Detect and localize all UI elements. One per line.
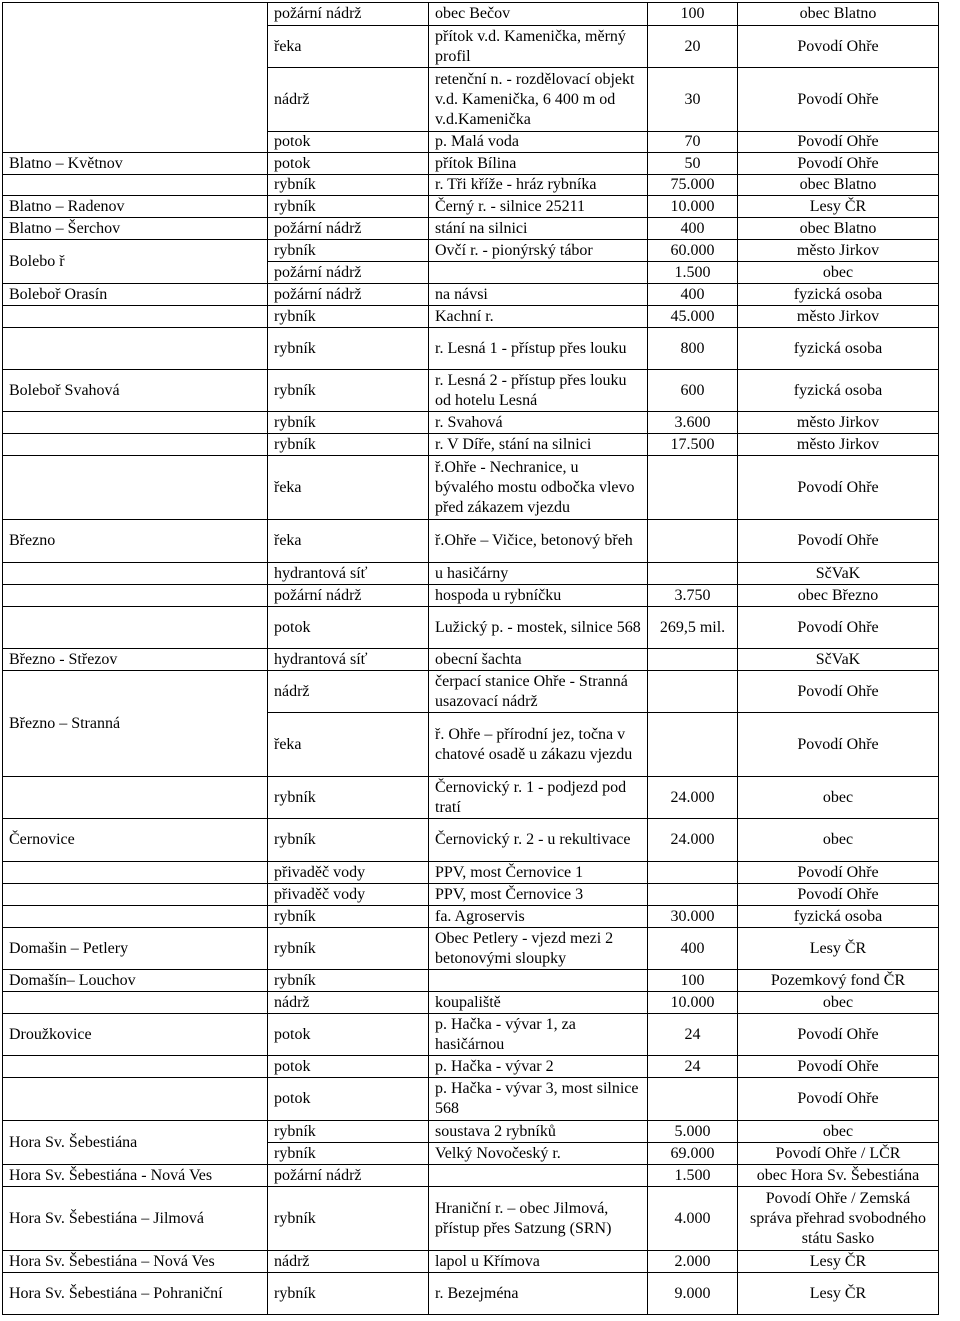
owner-cell: Povodí Ohře xyxy=(738,862,939,884)
type-cell: hydrantová síť xyxy=(268,649,429,671)
place-cell xyxy=(3,1078,268,1121)
water-sources-table xyxy=(2,2,939,1315)
type-cell: rybník xyxy=(268,434,429,456)
table-row xyxy=(3,3,939,26)
volume-cell: 45.000 xyxy=(648,306,738,328)
table-row xyxy=(3,884,939,906)
type-cell: nádrž xyxy=(268,671,429,713)
volume-cell xyxy=(648,884,738,906)
location-cell: r. Lesná 2 - přístup přes louku od hotelu Lesná xyxy=(429,370,648,412)
owner-cell: Povodí Ohře xyxy=(738,884,939,906)
table-row xyxy=(3,1014,939,1056)
type-cell: rybník xyxy=(268,1187,429,1251)
place-cell xyxy=(3,884,268,906)
table-row xyxy=(3,1056,939,1078)
type-cell: požární nádrž xyxy=(268,3,429,26)
volume-cell: 1.500 xyxy=(648,262,738,284)
volume-cell: 269,5 mil. xyxy=(648,607,738,649)
place-cell xyxy=(3,456,268,520)
location-cell: retenční n. - rozdělovací objekt v.d. Kamenička, 6 400 m od v.d.Kamenička xyxy=(429,68,648,132)
volume-cell: 60.000 xyxy=(648,240,738,262)
volume-cell: 24.000 xyxy=(648,777,738,819)
location-cell xyxy=(429,262,648,284)
owner-cell: Lesy ČR xyxy=(738,196,939,218)
volume-cell xyxy=(648,671,738,713)
owner-cell: Povodí Ohře xyxy=(738,713,939,777)
volume-cell: 4.000 xyxy=(648,1187,738,1251)
place-cell xyxy=(3,412,268,434)
table-row xyxy=(3,1121,939,1143)
place-cell: Domašin – Petlery xyxy=(3,928,268,970)
volume-cell: 24.000 xyxy=(648,819,738,862)
owner-cell: Povodí Ohře xyxy=(738,153,939,175)
owner-cell: fyzická osoba xyxy=(738,328,939,370)
type-cell: nádrž xyxy=(268,992,429,1014)
place-cell xyxy=(3,306,268,328)
owner-cell: Lesy ČR xyxy=(738,928,939,970)
place-cell: Hora Sv. Šebestiána xyxy=(3,1121,268,1165)
owner-cell: obec xyxy=(738,1121,939,1143)
place-cell xyxy=(3,434,268,456)
type-cell: hydrantová síť xyxy=(268,563,429,585)
location-cell: stání na silnici xyxy=(429,218,648,240)
table-row xyxy=(3,1078,939,1121)
type-cell: požární nádrž xyxy=(268,585,429,607)
place-cell: Boleboř Svahová xyxy=(3,370,268,412)
volume-cell: 30.000 xyxy=(648,906,738,928)
place-cell: Březno xyxy=(3,520,268,563)
volume-cell: 10.000 xyxy=(648,992,738,1014)
place-cell: Bolebo ř xyxy=(3,240,268,284)
volume-cell: 3.750 xyxy=(648,585,738,607)
place-cell: Hora Sv. Šebestiána - Nová Ves xyxy=(3,1165,268,1187)
type-cell: rybník xyxy=(268,412,429,434)
table-row xyxy=(3,412,939,434)
type-cell: rybník xyxy=(268,328,429,370)
volume-cell xyxy=(648,649,738,671)
location-cell: p. Hačka - vývar 1, za hasičárnou xyxy=(429,1014,648,1056)
owner-cell: Povodí Ohře xyxy=(738,671,939,713)
volume-cell: 3.600 xyxy=(648,412,738,434)
type-cell: rybník xyxy=(268,777,429,819)
owner-cell: obec Blatno xyxy=(738,3,939,26)
place-cell xyxy=(3,585,268,607)
place-cell: Hora Sv. Šebestiána – Nová Ves xyxy=(3,1251,268,1273)
volume-cell: 20 xyxy=(648,26,738,68)
place-cell: Hora Sv. Šebestiána – Jilmová xyxy=(3,1187,268,1251)
location-cell: p. Hačka - vývar 3, most silnice 568 xyxy=(429,1078,648,1121)
location-cell: Černý r. - silnice 25211 xyxy=(429,196,648,218)
table-row xyxy=(3,218,939,240)
volume-cell: 70 xyxy=(648,132,738,153)
table-row xyxy=(3,671,939,713)
location-cell: u hasičárny xyxy=(429,563,648,585)
owner-cell: SčVaK xyxy=(738,563,939,585)
volume-cell xyxy=(648,456,738,520)
location-cell: ř. Ohře – přírodní jez, točna v chatové osadě u zákazu vjezdu xyxy=(429,713,648,777)
table-row xyxy=(3,306,939,328)
volume-cell: 800 xyxy=(648,328,738,370)
place-cell xyxy=(3,862,268,884)
table-row xyxy=(3,153,939,175)
owner-cell: obec xyxy=(738,819,939,862)
type-cell: nádrž xyxy=(268,1251,429,1273)
type-cell: rybník xyxy=(268,928,429,970)
place-cell xyxy=(3,175,268,196)
type-cell: rybník xyxy=(268,970,429,992)
type-cell: potok xyxy=(268,1056,429,1078)
location-cell: Velký Novočeský r. xyxy=(429,1143,648,1165)
owner-cell: Povodí Ohře xyxy=(738,132,939,153)
type-cell: potok xyxy=(268,1014,429,1056)
type-cell: požární nádrž xyxy=(268,262,429,284)
table-row xyxy=(3,819,939,862)
place-cell: Černovice xyxy=(3,819,268,862)
volume-cell xyxy=(648,862,738,884)
type-cell: rybník xyxy=(268,196,429,218)
table-row xyxy=(3,563,939,585)
type-cell: potok xyxy=(268,153,429,175)
owner-cell: Povodí Ohře xyxy=(738,520,939,563)
table-row xyxy=(3,240,939,262)
volume-cell: 5.000 xyxy=(648,1121,738,1143)
volume-cell: 24 xyxy=(648,1014,738,1056)
volume-cell: 400 xyxy=(648,928,738,970)
owner-cell: fyzická osoba xyxy=(738,906,939,928)
place-cell: Březno - Střezov xyxy=(3,649,268,671)
place-cell: Blatno – Radenov xyxy=(3,196,268,218)
owner-cell: město Jirkov xyxy=(738,240,939,262)
owner-cell: Povodí Ohře xyxy=(738,26,939,68)
table-row xyxy=(3,1187,939,1251)
location-cell: obec Bečov xyxy=(429,3,648,26)
volume-cell: 24 xyxy=(648,1056,738,1078)
location-cell: přítok v.d. Kamenička, měrný profil xyxy=(429,26,648,68)
place-cell xyxy=(3,607,268,649)
location-cell: Ovčí r. - pionýrský tábor xyxy=(429,240,648,262)
table-row xyxy=(3,607,939,649)
place-cell xyxy=(3,777,268,819)
owner-cell: Povodí Ohře xyxy=(738,68,939,132)
owner-cell: fyzická osoba xyxy=(738,284,939,306)
table-row xyxy=(3,649,939,671)
location-cell: r. Lesná 1 - přístup přes louku xyxy=(429,328,648,370)
owner-cell: fyzická osoba xyxy=(738,370,939,412)
type-cell: rybník xyxy=(268,1143,429,1165)
owner-cell: obec Blatno xyxy=(738,218,939,240)
type-cell: rybník xyxy=(268,370,429,412)
table-row xyxy=(3,1165,939,1187)
type-cell: řeka xyxy=(268,26,429,68)
type-cell: požární nádrž xyxy=(268,284,429,306)
volume-cell: 69.000 xyxy=(648,1143,738,1165)
owner-cell: obec xyxy=(738,992,939,1014)
table-row xyxy=(3,862,939,884)
volume-cell: 50 xyxy=(648,153,738,175)
volume-cell: 9.000 xyxy=(648,1273,738,1315)
table-row xyxy=(3,370,939,412)
owner-cell: obec Březno xyxy=(738,585,939,607)
place-cell xyxy=(3,906,268,928)
table-row xyxy=(3,585,939,607)
type-cell: rybník xyxy=(268,819,429,862)
volume-cell: 10.000 xyxy=(648,196,738,218)
table-row xyxy=(3,1251,939,1273)
volume-cell: 2.000 xyxy=(648,1251,738,1273)
table-row xyxy=(3,992,939,1014)
location-cell: Hraniční r. – obec Jilmová, přístup přes Satzung (SRN) xyxy=(429,1187,648,1251)
table-row xyxy=(3,906,939,928)
table-row xyxy=(3,520,939,563)
location-cell: obecní šachta xyxy=(429,649,648,671)
type-cell: požární nádrž xyxy=(268,1165,429,1187)
table-row xyxy=(3,196,939,218)
type-cell: rybník xyxy=(268,175,429,196)
place-cell: Hora Sv. Šebestiána – Pohraniční xyxy=(3,1273,268,1315)
owner-cell: Povodí Ohře xyxy=(738,456,939,520)
place-cell xyxy=(3,992,268,1014)
type-cell: rybník xyxy=(268,1273,429,1315)
table-row xyxy=(3,456,939,520)
type-cell: rybník xyxy=(268,906,429,928)
place-cell xyxy=(3,3,268,153)
volume-cell: 30 xyxy=(648,68,738,132)
volume-cell: 400 xyxy=(648,284,738,306)
location-cell: koupaliště xyxy=(429,992,648,1014)
type-cell: řeka xyxy=(268,713,429,777)
location-cell: hospoda u rybníčku xyxy=(429,585,648,607)
table-row xyxy=(3,1273,939,1315)
place-cell xyxy=(3,1056,268,1078)
place-cell xyxy=(3,328,268,370)
location-cell: Obec Petlery - vjezd mezi 2 betonovými sloupky xyxy=(429,928,648,970)
owner-cell: SčVaK xyxy=(738,649,939,671)
owner-cell: obec Hora Sv. Šebestiána xyxy=(738,1165,939,1187)
type-cell: potok xyxy=(268,132,429,153)
type-cell: rybník xyxy=(268,240,429,262)
volume-cell: 75.000 xyxy=(648,175,738,196)
volume-cell xyxy=(648,713,738,777)
location-cell: čerpací stanice Ohře - Stranná usazovací nádrž xyxy=(429,671,648,713)
type-cell: přivaděč vody xyxy=(268,862,429,884)
place-cell: Blatno – Květnov xyxy=(3,153,268,175)
type-cell: nádrž xyxy=(268,68,429,132)
location-cell xyxy=(429,970,648,992)
owner-cell: Povodí Ohře xyxy=(738,1014,939,1056)
location-cell xyxy=(429,1165,648,1187)
volume-cell: 17.500 xyxy=(648,434,738,456)
place-cell: Boleboř Orasín xyxy=(3,284,268,306)
owner-cell: město Jirkov xyxy=(738,434,939,456)
type-cell: potok xyxy=(268,1078,429,1121)
owner-cell: Povodí Ohře xyxy=(738,607,939,649)
type-cell: řeka xyxy=(268,456,429,520)
location-cell: fa. Agroservis xyxy=(429,906,648,928)
owner-cell: Lesy ČR xyxy=(738,1251,939,1273)
place-cell xyxy=(3,563,268,585)
location-cell: přítok Bílina xyxy=(429,153,648,175)
location-cell: Lužický p. - mostek, silnice 568 xyxy=(429,607,648,649)
type-cell: rybník xyxy=(268,1121,429,1143)
volume-cell: 100 xyxy=(648,970,738,992)
location-cell: Černovický r. 1 - podjezd pod tratí xyxy=(429,777,648,819)
owner-cell: obec Blatno xyxy=(738,175,939,196)
location-cell: r. V Díře, stání na silnici xyxy=(429,434,648,456)
owner-cell: Povodí Ohře / LČR xyxy=(738,1143,939,1165)
owner-cell: Lesy ČR xyxy=(738,1273,939,1315)
volume-cell: 100 xyxy=(648,3,738,26)
type-cell: řeka xyxy=(268,520,429,563)
volume-cell: 400 xyxy=(648,218,738,240)
location-cell: r. Svahová xyxy=(429,412,648,434)
location-cell: Černovický r. 2 - u rekultivace xyxy=(429,819,648,862)
table-row xyxy=(3,928,939,970)
volume-cell xyxy=(648,520,738,563)
location-cell: r. Tři kříže - hráz rybníka xyxy=(429,175,648,196)
table-row xyxy=(3,777,939,819)
owner-cell: Povodí Ohře / Zemská správa přehrad svobodného státu Sasko xyxy=(738,1187,939,1251)
type-cell: rybník xyxy=(268,306,429,328)
owner-cell: město Jirkov xyxy=(738,412,939,434)
location-cell: Kachní r. xyxy=(429,306,648,328)
type-cell: požární nádrž xyxy=(268,218,429,240)
table-row xyxy=(3,970,939,992)
location-cell: ř.Ohře - Nechranice, u bývalého mostu odbočka vlevo před zákazem vjezdu xyxy=(429,456,648,520)
owner-cell: Pozemkový fond ČR xyxy=(738,970,939,992)
place-cell: Domašín– Louchov xyxy=(3,970,268,992)
owner-cell: Povodí Ohře xyxy=(738,1078,939,1121)
location-cell: ř.Ohře – Vičice, betonový břeh xyxy=(429,520,648,563)
owner-cell: obec xyxy=(738,777,939,819)
table-row xyxy=(3,284,939,306)
table-row xyxy=(3,328,939,370)
place-cell: Blatno – Šerchov xyxy=(3,218,268,240)
owner-cell: obec xyxy=(738,262,939,284)
type-cell: přivaděč vody xyxy=(268,884,429,906)
owner-cell: město Jirkov xyxy=(738,306,939,328)
location-cell: PPV, most Černovice 1 xyxy=(429,862,648,884)
location-cell: na návsi xyxy=(429,284,648,306)
place-cell: Březno – Stranná xyxy=(3,671,268,777)
volume-cell xyxy=(648,563,738,585)
location-cell: soustava 2 rybníků xyxy=(429,1121,648,1143)
place-cell: Droužkovice xyxy=(3,1014,268,1056)
volume-cell: 1.500 xyxy=(648,1165,738,1187)
location-cell: p. Hačka - vývar 2 xyxy=(429,1056,648,1078)
type-cell: potok xyxy=(268,607,429,649)
location-cell: p. Malá voda xyxy=(429,132,648,153)
volume-cell xyxy=(648,1078,738,1121)
table-row xyxy=(3,434,939,456)
location-cell: r. Bezejména xyxy=(429,1273,648,1315)
owner-cell: Povodí Ohře xyxy=(738,1056,939,1078)
volume-cell: 600 xyxy=(648,370,738,412)
location-cell: PPV, most Černovice 3 xyxy=(429,884,648,906)
table-row xyxy=(3,175,939,196)
location-cell: lapol u Křímova xyxy=(429,1251,648,1273)
